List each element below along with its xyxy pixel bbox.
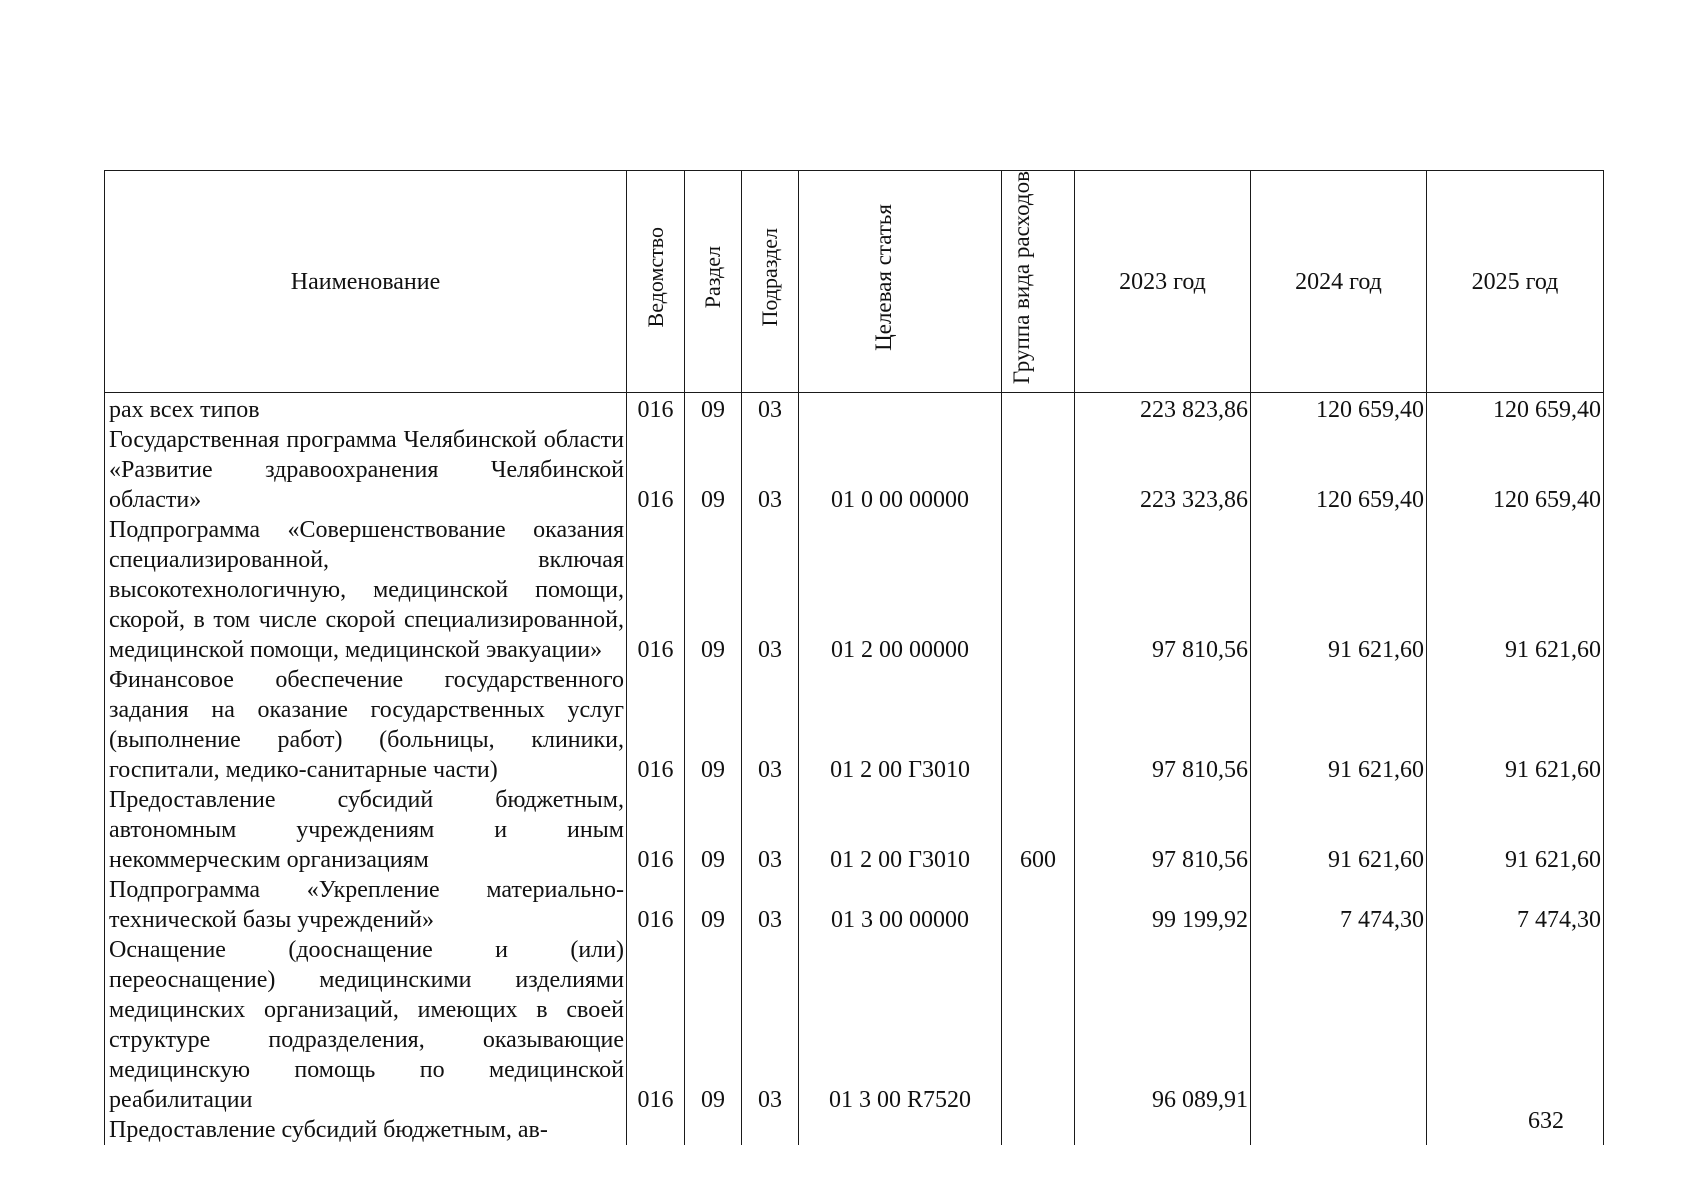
row-2025 (1427, 1115, 1604, 1145)
row-expense-group (1002, 393, 1075, 426)
row-2024: 91 621,60 (1251, 515, 1427, 665)
table-row (105, 425, 1604, 515)
row-subsection: 03 (742, 425, 799, 515)
header-department-label: Ведомство (642, 227, 668, 328)
row-department: 016 (627, 875, 685, 935)
header-target-article-label: Целевая статья (871, 204, 896, 351)
row-name: Предоставление субсидий бюджетным, ав- (105, 1115, 627, 1145)
row-2025: 91 621,60 (1427, 785, 1604, 875)
row-2024: 91 621,60 (1251, 665, 1427, 785)
table-row (105, 935, 1604, 1115)
row-expense-group (1002, 875, 1075, 935)
row-section: 09 (685, 935, 742, 1115)
header-2023: 2023 год (1075, 171, 1251, 393)
header-expense-group-label: Группа вида расходов (1009, 171, 1034, 385)
table-row (105, 515, 1604, 665)
row-target-article: 01 2 00 00000 (799, 515, 1002, 665)
row-department: 016 (627, 935, 685, 1115)
row-2025: 120 659,40 (1427, 393, 1604, 426)
budget-table (104, 170, 1604, 1145)
row-2023: 99 199,92 (1075, 875, 1251, 935)
row-department: 016 (627, 515, 685, 665)
row-subsection: 03 (742, 875, 799, 935)
table-row (105, 875, 1604, 935)
row-name: Оснащение (дооснащение и (или) переоснащение) медицинскими изделиями медицинских организаций, имеющих в своей структуре подразделения, оказывающие медицинскую помощь по медицинской реабилитации (105, 935, 627, 1115)
header-target-article (799, 171, 1002, 393)
page-number: 632 (1528, 1108, 1564, 1134)
row-name: рах всех типов (105, 393, 627, 426)
row-expense-group (1002, 515, 1075, 665)
row-subsection: 03 (742, 785, 799, 875)
row-target-article: 01 3 00 R7520 (799, 935, 1002, 1115)
table-row (105, 785, 1604, 875)
header-subsection (742, 171, 799, 393)
row-2024 (1251, 1115, 1427, 1145)
row-subsection: 03 (742, 935, 799, 1115)
header-2025: 2025 год (1427, 171, 1604, 393)
row-2025: 120 659,40 (1427, 425, 1604, 515)
row-target-article (799, 393, 1002, 426)
row-2024: 120 659,40 (1251, 425, 1427, 515)
row-subsection: 03 (742, 665, 799, 785)
row-section: 09 (685, 425, 742, 515)
row-2025: 7 474,30 (1427, 875, 1604, 935)
row-name: Государственная программа Челябинской области «Развитие здравоохранения Челябинской области» (105, 425, 627, 515)
row-department: 016 (627, 665, 685, 785)
row-2025: 91 621,60 (1427, 515, 1604, 665)
header-2024: 2024 год (1251, 171, 1427, 393)
row-2024: 7 474,30 (1251, 875, 1427, 935)
row-name: Подпрограмма «Совершенствование оказания специализированной, включая высокотехнологичную, медицинской помощи, скорой, в том числе скорой специализированной, медицинской помощи, медицинской эвакуации» (105, 515, 627, 665)
header-section-label: Раздел (700, 246, 725, 309)
row-section (685, 1115, 742, 1145)
row-section: 09 (685, 785, 742, 875)
header-expense-group (1002, 171, 1075, 393)
row-2023: 223 323,86 (1075, 425, 1251, 515)
header-row (105, 171, 1604, 393)
row-2024 (1251, 935, 1427, 1115)
row-expense-group (1002, 425, 1075, 515)
row-2025 (1427, 935, 1604, 1115)
table-row (105, 393, 1604, 426)
row-target-article (799, 1115, 1002, 1145)
row-expense-group: 600 (1002, 785, 1075, 875)
row-2023: 223 823,86 (1075, 393, 1251, 426)
row-name: Подпрограмма «Укрепление материально-технической базы учреждений» (105, 875, 627, 935)
row-2023: 97 810,56 (1075, 515, 1251, 665)
row-subsection (742, 1115, 799, 1145)
row-2024: 120 659,40 (1251, 393, 1427, 426)
row-expense-group (1002, 1115, 1075, 1145)
row-2023 (1075, 1115, 1251, 1145)
header-subsection-label: Подраздел (757, 228, 782, 327)
row-section: 09 (685, 515, 742, 665)
row-target-article: 01 2 00 Г3010 (799, 785, 1002, 875)
row-2024: 91 621,60 (1251, 785, 1427, 875)
row-target-article: 01 2 00 Г3010 (799, 665, 1002, 785)
row-section: 09 (685, 875, 742, 935)
row-department: 016 (627, 393, 685, 426)
table-row (105, 1115, 1604, 1145)
header-name: Наименование (105, 171, 627, 393)
row-expense-group (1002, 935, 1075, 1115)
row-expense-group (1002, 665, 1075, 785)
row-target-article: 01 3 00 00000 (799, 875, 1002, 935)
row-subsection: 03 (742, 393, 799, 426)
table-row (105, 665, 1604, 785)
row-department: 016 (627, 425, 685, 515)
row-section: 09 (685, 393, 742, 426)
row-2025: 91 621,60 (1427, 665, 1604, 785)
header-department (627, 171, 685, 393)
row-2023: 97 810,56 (1075, 665, 1251, 785)
row-name: Финансовое обеспечение государственного задания на оказание государственных услуг (выполнение работ) (больницы, клиники, госпитали, медико-санитарные части) (105, 665, 627, 785)
row-target-article: 01 0 00 00000 (799, 425, 1002, 515)
row-2023: 96 089,91 (1075, 935, 1251, 1115)
row-department: 016 (627, 785, 685, 875)
row-department (627, 1115, 685, 1145)
row-section: 09 (685, 665, 742, 785)
row-subsection: 03 (742, 515, 799, 665)
row-2023: 97 810,56 (1075, 785, 1251, 875)
row-name: Предоставление субсидий бюджетным, автономным учреждениям и иным некоммерческим организациям (105, 785, 627, 875)
header-section (685, 171, 742, 393)
